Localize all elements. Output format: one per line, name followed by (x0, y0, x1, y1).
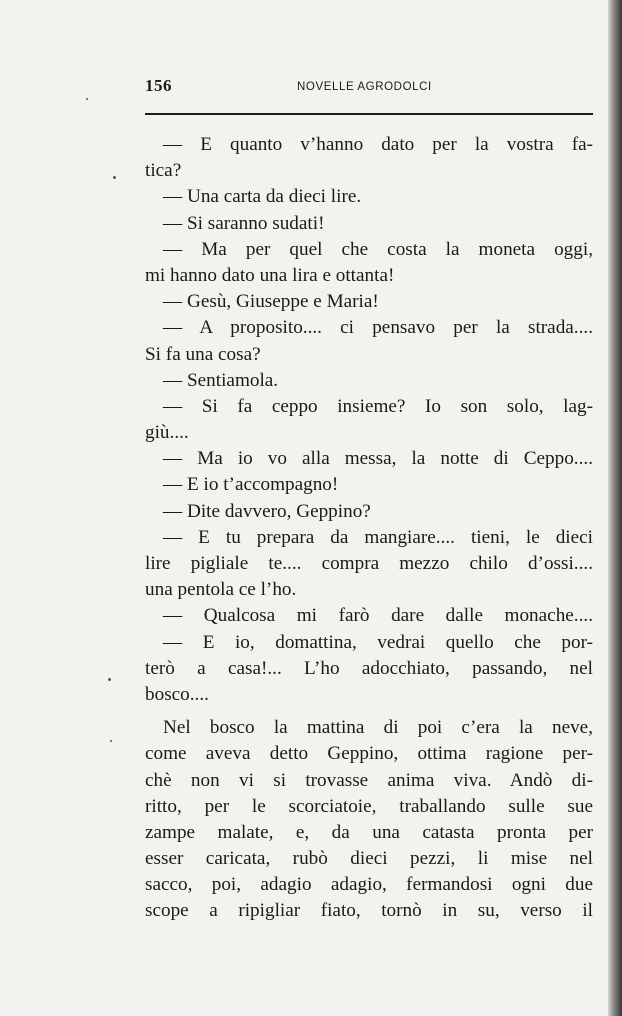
text-line: tica? (145, 160, 182, 182)
text-line: giù.... (145, 422, 189, 444)
text-line: — A proposito.... ci pensavo per la strada.... (163, 317, 593, 339)
scan-speck (110, 740, 112, 742)
text-line: terò a casa!... L’ho adocchiato, passando, nel (145, 657, 593, 679)
text-line: — Ma io vo alla messa, la notte di Ceppo.... (163, 448, 593, 470)
page-header (145, 72, 595, 102)
text-line: una pentola ce l’ho. (145, 579, 297, 601)
page-number: 156 (145, 76, 172, 95)
text-line: bosco.... (145, 683, 209, 705)
text-line: — Qualcosa mi farò dare dalle monache.... (163, 605, 593, 627)
text-line: — Ma per quel che costa la moneta oggi, (163, 238, 593, 260)
body-text (145, 132, 593, 925)
text-line: — E quanto v’hanno dato per la vostra fa- (163, 134, 593, 155)
text-line: scope a ripigliar fiato, tornò in su, verso il (145, 900, 593, 922)
text-line: — E tu prepara da mangiare.... tieni, le dieci (163, 526, 593, 548)
text-line: ritto, per le scorciatoie, traballando sulle sue (145, 795, 593, 817)
text-line: — Gesù, Giuseppe e Maria! (163, 291, 379, 313)
page-edge-shadow (608, 0, 622, 1016)
scan-speck (113, 176, 116, 179)
text-line: Si fa una cosa? (145, 343, 261, 365)
header-rule (145, 113, 593, 115)
text-line: — Dite davvero, Geppino? (163, 500, 371, 522)
running-title: NOVELLE AGRODOLCI (297, 81, 432, 93)
text-line: chè non vi si trovasse anima viva. Andò di- (145, 769, 593, 791)
scan-speck (108, 678, 111, 681)
text-line: — Una carta da dieci lire. (163, 186, 362, 208)
text-line: zampe malate, e, da una catasta pronta per (145, 821, 593, 843)
text-line: esser caricata, rubò dieci pezzi, li mise nel (145, 848, 593, 870)
text-line: Nel bosco la mattina di poi c’era la neve, (163, 717, 593, 739)
text-line: — Si fa ceppo insieme? Io son solo, lag- (163, 395, 593, 417)
text-line: — Si saranno sudati! (163, 212, 325, 234)
text-line: — E io, domattina, vedrai quello che por- (163, 631, 593, 653)
text-line: — E io t’accompagno! (163, 474, 339, 496)
text-line: sacco, poi, adagio adagio, fermandosi ogni due (145, 874, 593, 896)
text-line: — Sentiamola. (163, 369, 279, 391)
scan-speck (86, 98, 88, 100)
text-line: mi hanno dato una lira e ottanta! (145, 264, 395, 286)
text-line: come aveva detto Geppino, ottima ragione per- (145, 743, 593, 765)
text-line: lire pigliale te.... compra mezzo chilo d’ossi.... (145, 553, 593, 574)
